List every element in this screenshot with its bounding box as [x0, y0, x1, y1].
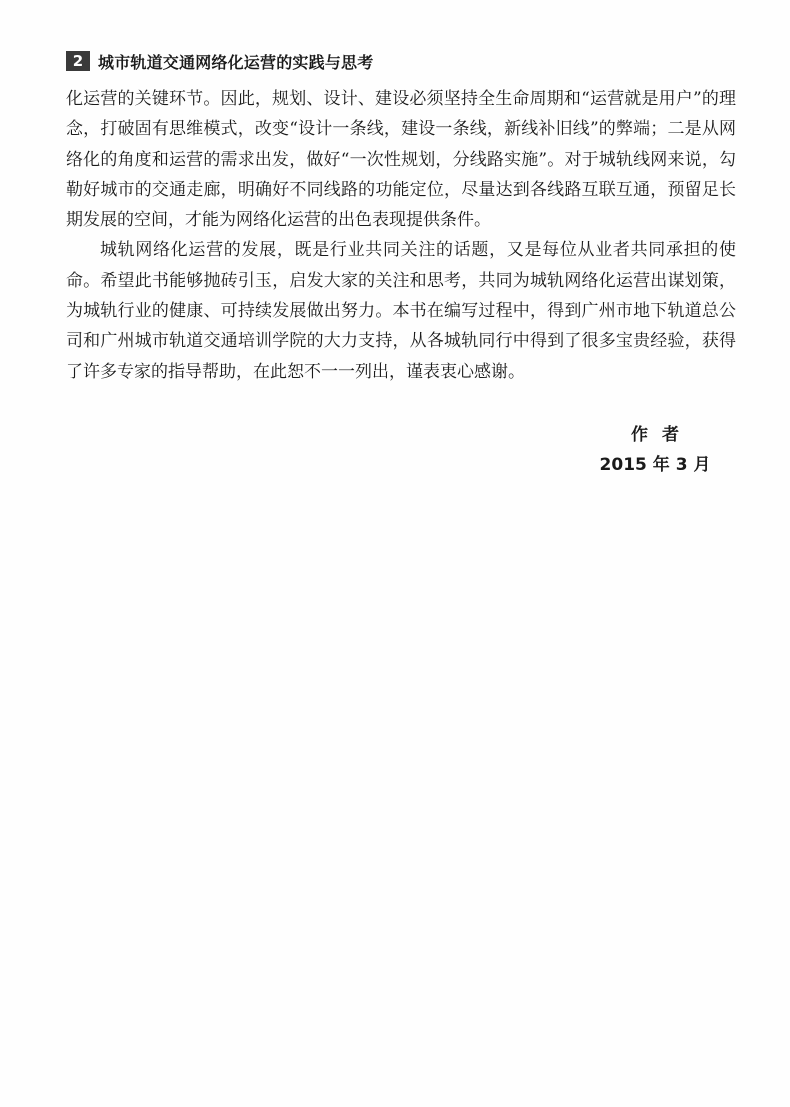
paragraph-acknowledgement: 城轨网络化运营的发展，既是行业共同关注的话题，又是每位从业者共同承担的使命。希望此书能够抛砖引玉，启发大家的关注和思考，共同为城轨网络化运营出谋划策，为城轨行业的健康、可持续发展做出努力。本书在编写过程中，得到广州市地下轨道总公司和广州城市轨道交通培训学院的大力支持，从各城轨同行中得到了很多宝贵经验，获得了许多专家的指导帮助，在此恕不一一列出，谨表衷心感谢。: [66, 240, 736, 382]
paragraph-continued: 化运营的关键环节。因此，规划、设计、建设必须坚持全生命周期和“运营就是用户”的理念，打破固有思维模式，改变“设计一条线，建设一条线，新线补旧线”的弊端；二是从网络化的角度和运营的需求出发，做好“一次性规划，分线路实施”。对于城轨线网来说，勾勒好城市的交通走廊，明确好不同线路的功能定位，尽量达到各线路互联互通，预留足长期发展的空间，才能为网络化运营的出色表现提供条件。: [66, 89, 736, 231]
body-text: [66, 84, 736, 387]
running-title: 城市轨道交通网络化运营的实践与思考: [98, 52, 374, 72]
signature-date: 2015 年 3 月: [599, 455, 711, 475]
page-number: 2: [66, 51, 90, 71]
page-header: [66, 50, 746, 72]
signature-author: 作者: [631, 425, 693, 445]
signature-block: [570, 420, 730, 480]
